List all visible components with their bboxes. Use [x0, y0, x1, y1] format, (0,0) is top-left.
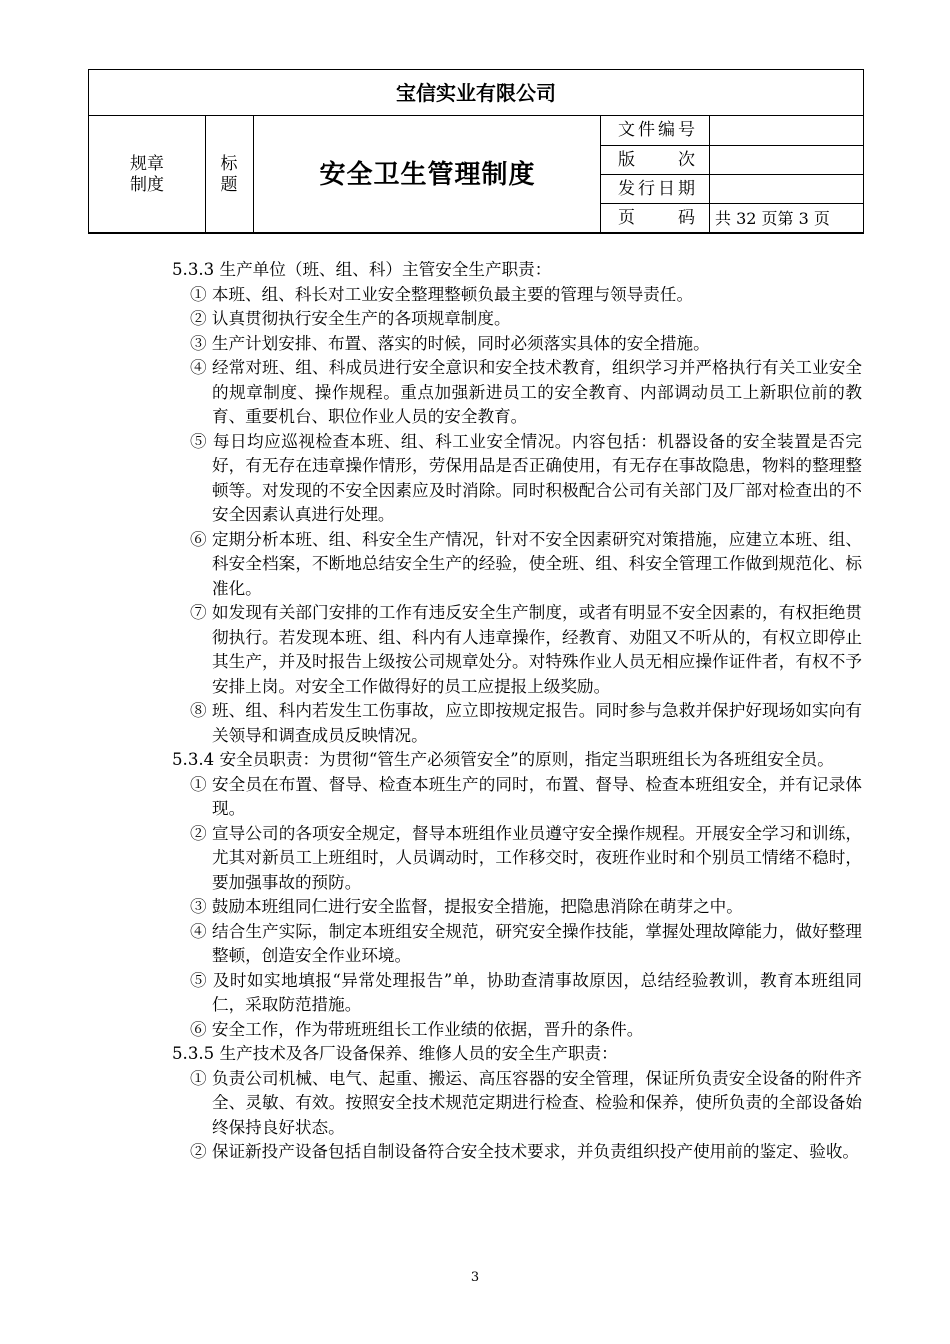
meta-value-page: 共 32 页第 3 页	[715, 209, 830, 228]
list-item: ⑦ 如发现有关部门安排的工作有违反安全生产制度，或者有明显不安全因素的，有权拒绝贯彻执行。若发现本班、组、科内有人违章操作，经教育、劝阻又不听从的，有权立即停止其生产，并及时报告上级按公司规章处分。对特殊作业人员无相应操作证件者，有权不予安排上岗。对安全工作做得好的员工应提报上级奖励。	[190, 603, 862, 696]
section-heading: 5.3.4 安全员职责：为贯彻“管生产必须管安全”的原则，指定当职班组长为各班组安全员。	[172, 750, 834, 769]
document-header	[88, 69, 864, 234]
meta-label-page: 页码	[618, 208, 695, 228]
category-line: 规章	[130, 154, 164, 174]
document-title: 安全卫生管理制度	[319, 160, 536, 190]
category-label	[89, 154, 205, 196]
section-heading: 5.3.3 生产单位（班、组、科）主管安全生产职责：	[172, 260, 552, 279]
list-item: ⑤ 及时如实地填报“异常处理报告”单，协助查清事故原因，总结经验教训，教育本班组同仁，采取防范措施。	[190, 970, 862, 1014]
list-item: ② 认真贯彻执行安全生产的各项规章制度。	[190, 309, 511, 328]
list-item: ② 保证新投产设备包括自制设备符合安全技术要求，并负责组织投产使用前的鉴定、验收。	[190, 1142, 860, 1161]
divider	[709, 116, 710, 234]
page-number: 3	[470, 1270, 480, 1285]
category-line: 制度	[130, 175, 164, 195]
list-item: ① 安全员在布置、督导、检查本班生产的同时，布置、督导、检查本班组安全，并有记录体现。	[190, 774, 862, 818]
list-item: ⑤ 每日均应巡视检查本班、组、科工业安全情况。内容包括：机器设备的安全装置是否完好，有无存在违章操作情形，劳保用品是否正确使用，有无存在事故隐患，物料的整理整顿等。对发现的不安全因素应及时消除。同时积极配合公司有关部门及厂部对检查出的不安全因素认真进行处理。	[190, 431, 862, 524]
list-item: ④ 结合生产实际，制定本班组安全规范，研究安全操作技能，掌握处理故障能力，做好整理整顿，创造安全作业环境。	[190, 921, 862, 965]
list-item: ⑥ 安全工作，作为带班班组长工作业绩的依据，晋升的条件。	[190, 1019, 644, 1039]
meta-value-issue-date	[711, 175, 863, 204]
list-item: ② 宣导公司的各项安全规定，督导本班组作业员遵守安全操作规程。开展安全学习和训练，尤其对新员工上班组时，人员调动时，工作移交时，夜班作业时和个别员工情绪不稳时，要加强事故的预防。	[190, 823, 862, 892]
meta-label-doc-number: 文件编号	[618, 120, 695, 140]
list-item: ① 负责公司机械、电气、起重、搬运、高压容器的安全管理，保证所负责安全设备的附件齐全、灵敏、有效。按照安全技术规范定期进行检查、检验和保养，使所负责的全部设备始终保持良好状态。	[190, 1068, 862, 1137]
list-item: ① 本班、组、科长对工业安全整理整顿负最主要的管理与领导责任。	[190, 284, 694, 304]
document-body	[172, 258, 862, 1165]
list-item: ⑥ 定期分析本班、组、科安全生产情况，针对不安全因素研究对策措施，应建立本班、组、科安全档案，不断地总结安全生产的经验，使全班、组、科安全管理工作做到规范化、标准化。	[190, 529, 862, 598]
meta-value-doc-number	[711, 116, 863, 145]
title-label-line: 题	[220, 175, 238, 195]
divider	[600, 116, 601, 234]
list-item: ③ 生产计划安排、布置、落实的时候，同时必须落实具体的安全措施。	[190, 333, 710, 353]
title-label	[205, 154, 253, 196]
meta-value-version	[711, 146, 863, 175]
divider	[253, 116, 254, 234]
company-name: 宝信实业有限公司	[396, 81, 556, 105]
meta-label-issue-date: 发行日期	[618, 179, 695, 199]
list-item: ④ 经常对班、组、科成员进行安全意识和安全技术教育，组织学习并严格执行有关工业安全的规章制度、操作规程。重点加强新进员工的安全教育、内部调动员工上新职位前的教育、重要机台、职位作业人员的安全教育。	[190, 358, 862, 426]
section-heading: 5.3.5 生产技术及各厂设备保养、维修人员的安全生产职责：	[172, 1044, 618, 1063]
list-item: ③ 鼓励本班组同仁进行安全监督，提报安全措施，把隐患消除在萌芽之中。	[190, 897, 743, 916]
title-label-line: 标	[220, 154, 238, 174]
meta-label-version: 版次	[618, 150, 695, 170]
list-item: ⑧ 班、组、科内若发生工伤事故，应立即按规定报告。同时参与急救并保护好现场如实向有关领导和调查成员反映情况。	[190, 701, 862, 745]
